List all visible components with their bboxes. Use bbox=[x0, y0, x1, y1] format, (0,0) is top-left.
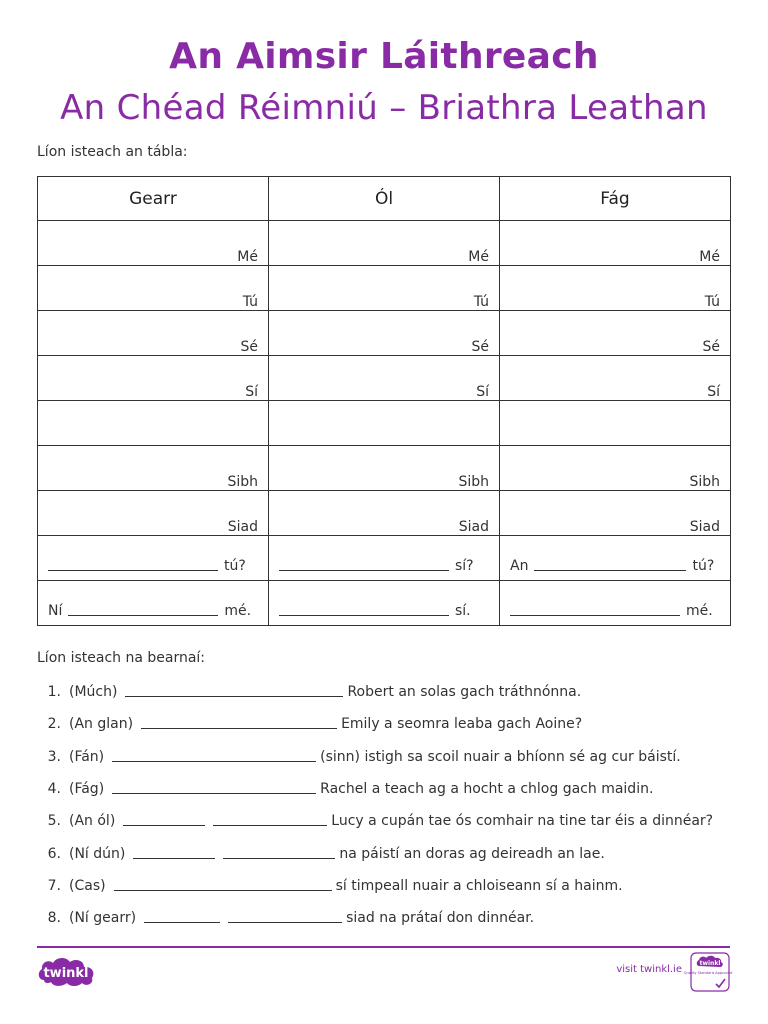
badge-text: Quality Standard Approved bbox=[683, 971, 733, 975]
table-cell[interactable] bbox=[500, 401, 731, 446]
visit-link[interactable]: visit twinkl.ie bbox=[616, 964, 682, 975]
answer-blank[interactable] bbox=[112, 792, 316, 794]
cell-suffix: mé. bbox=[224, 603, 252, 619]
exercise-verb: (Cas) bbox=[69, 877, 106, 894]
answer-blank[interactable] bbox=[125, 695, 343, 697]
cell-prefix: Ní bbox=[48, 603, 63, 619]
exercise-text: siad na prátaí don dinnéar. bbox=[346, 910, 535, 927]
exercise-verb: (Fág) bbox=[69, 781, 105, 798]
blank-line[interactable] bbox=[279, 614, 449, 616]
blank-line[interactable] bbox=[48, 569, 218, 571]
column-header-gearr: Gearr bbox=[38, 177, 269, 221]
column-header-fag: Fág bbox=[500, 177, 731, 221]
answer-blank[interactable] bbox=[223, 857, 335, 859]
exercise-number: 7. bbox=[47, 877, 61, 894]
table-cell[interactable] bbox=[38, 401, 269, 446]
exercise-verb: (Fán) bbox=[69, 748, 105, 765]
table-row bbox=[38, 311, 731, 356]
exercise-list bbox=[37, 676, 737, 934]
exercise-number: 3. bbox=[47, 748, 61, 765]
exercise-item bbox=[37, 676, 737, 708]
answer-blank[interactable] bbox=[228, 921, 342, 923]
exercise-number: 1. bbox=[47, 684, 61, 701]
gaps-instruction: Líon isteach na bearnaí: bbox=[37, 650, 206, 666]
table-row bbox=[38, 401, 731, 446]
answer-blank[interactable] bbox=[133, 857, 215, 859]
quality-badge bbox=[683, 952, 733, 992]
table-row bbox=[38, 581, 731, 626]
answer-blank[interactable] bbox=[112, 760, 316, 762]
exercise-item bbox=[37, 805, 737, 837]
table-cell[interactable] bbox=[269, 581, 500, 626]
exercise-number: 4. bbox=[47, 781, 61, 798]
table-row bbox=[38, 356, 731, 401]
table-cell[interactable]: Tú bbox=[269, 266, 500, 311]
exercise-number: 5. bbox=[47, 813, 61, 830]
footer-divider bbox=[37, 946, 730, 948]
table-cell[interactable]: Sé bbox=[269, 311, 500, 356]
table-cell[interactable]: Siad bbox=[38, 491, 269, 536]
table-cell[interactable] bbox=[38, 536, 269, 581]
answer-blank[interactable] bbox=[114, 889, 332, 891]
table-cell[interactable]: Sé bbox=[38, 311, 269, 356]
table-cell[interactable]: Sibh bbox=[269, 446, 500, 491]
exercise-verb: (An ól) bbox=[69, 813, 116, 830]
column-header-ol: Ól bbox=[269, 177, 500, 221]
exercise-number: 2. bbox=[47, 716, 61, 733]
page-title: An Aimsir Láithreach bbox=[169, 36, 599, 77]
table-cell[interactable]: Siad bbox=[500, 491, 731, 536]
exercise-item bbox=[37, 773, 737, 805]
exercise-number: 8. bbox=[47, 910, 61, 927]
blank-line[interactable] bbox=[534, 569, 686, 571]
table-cell[interactable]: Mé bbox=[269, 221, 500, 266]
table-cell[interactable]: Sí bbox=[38, 356, 269, 401]
logo-text: twinkl bbox=[43, 966, 89, 981]
table-header-row bbox=[38, 177, 731, 221]
answer-blank[interactable] bbox=[213, 824, 327, 826]
exercise-text: (sinn) istigh sa scoil nuair a bhíonn sé ag cur báistí. bbox=[320, 748, 681, 765]
answer-blank[interactable] bbox=[144, 921, 220, 923]
page-subtitle: An Chéad Réimniú – Briathra Leathan bbox=[60, 88, 708, 128]
exercise-text: Rachel a teach ag a hocht a chlog gach maidin. bbox=[320, 781, 654, 798]
table-cell[interactable]: Mé bbox=[500, 221, 731, 266]
table-cell[interactable]: Mé bbox=[38, 221, 269, 266]
exercise-number: 6. bbox=[47, 845, 61, 862]
exercise-text: sí timpeall nuair a chloiseann sí a hainm. bbox=[335, 877, 623, 894]
twinkl-logo bbox=[36, 954, 98, 988]
table-cell[interactable]: Sibh bbox=[38, 446, 269, 491]
badge-brand: twinkl bbox=[699, 960, 721, 967]
table-cell[interactable]: Sé bbox=[500, 311, 731, 356]
answer-blank[interactable] bbox=[123, 824, 205, 826]
table-row bbox=[38, 266, 731, 311]
cell-suffix: sí. bbox=[455, 603, 471, 619]
exercise-verb: (Ní gearr) bbox=[69, 910, 137, 927]
table-row bbox=[38, 491, 731, 536]
exercise-verb: (An glan) bbox=[69, 716, 134, 733]
exercise-text: Lucy a cupán tae ós comhair na tine tar éis a dinnéar? bbox=[331, 813, 714, 830]
table-cell[interactable] bbox=[500, 581, 731, 626]
exercise-item bbox=[37, 741, 737, 773]
blank-line[interactable] bbox=[68, 614, 218, 616]
exercise-text: na páistí an doras ag deireadh an lae. bbox=[339, 845, 605, 862]
cell-prefix: An bbox=[510, 558, 529, 574]
table-row bbox=[38, 446, 731, 491]
table-cell[interactable] bbox=[269, 536, 500, 581]
exercise-verb: (Múch) bbox=[69, 684, 118, 701]
table-cell[interactable]: Tú bbox=[500, 266, 731, 311]
answer-blank[interactable] bbox=[141, 727, 337, 729]
table-cell[interactable] bbox=[38, 581, 269, 626]
blank-line[interactable] bbox=[510, 614, 680, 616]
table-instruction: Líon isteach an tábla: bbox=[37, 144, 188, 160]
exercise-verb: (Ní dún) bbox=[69, 845, 126, 862]
cell-suffix: tú? bbox=[224, 558, 246, 574]
exercise-item bbox=[37, 870, 737, 902]
exercise-item bbox=[37, 837, 737, 869]
exercise-item bbox=[37, 902, 737, 934]
table-cell[interactable]: Siad bbox=[269, 491, 500, 536]
table-cell[interactable]: Sibh bbox=[500, 446, 731, 491]
table-cell[interactable]: Tú bbox=[38, 266, 269, 311]
table-row bbox=[38, 536, 731, 581]
table-cell[interactable] bbox=[500, 536, 731, 581]
table-cell[interactable] bbox=[269, 401, 500, 446]
table-row bbox=[38, 221, 731, 266]
table-cell[interactable]: Sí bbox=[269, 356, 500, 401]
blank-line[interactable] bbox=[279, 569, 449, 571]
exercise-text: Emily a seomra leaba gach Aoine? bbox=[341, 716, 583, 733]
cell-suffix: tú? bbox=[692, 558, 715, 574]
table-cell[interactable]: Sí bbox=[500, 356, 731, 401]
cell-suffix: mé. bbox=[686, 603, 713, 619]
conjugation-table bbox=[37, 176, 731, 626]
cell-suffix: sí? bbox=[455, 558, 474, 574]
exercise-text: Robert an solas gach tráthnónna. bbox=[347, 684, 582, 701]
exercise-item bbox=[37, 708, 737, 740]
